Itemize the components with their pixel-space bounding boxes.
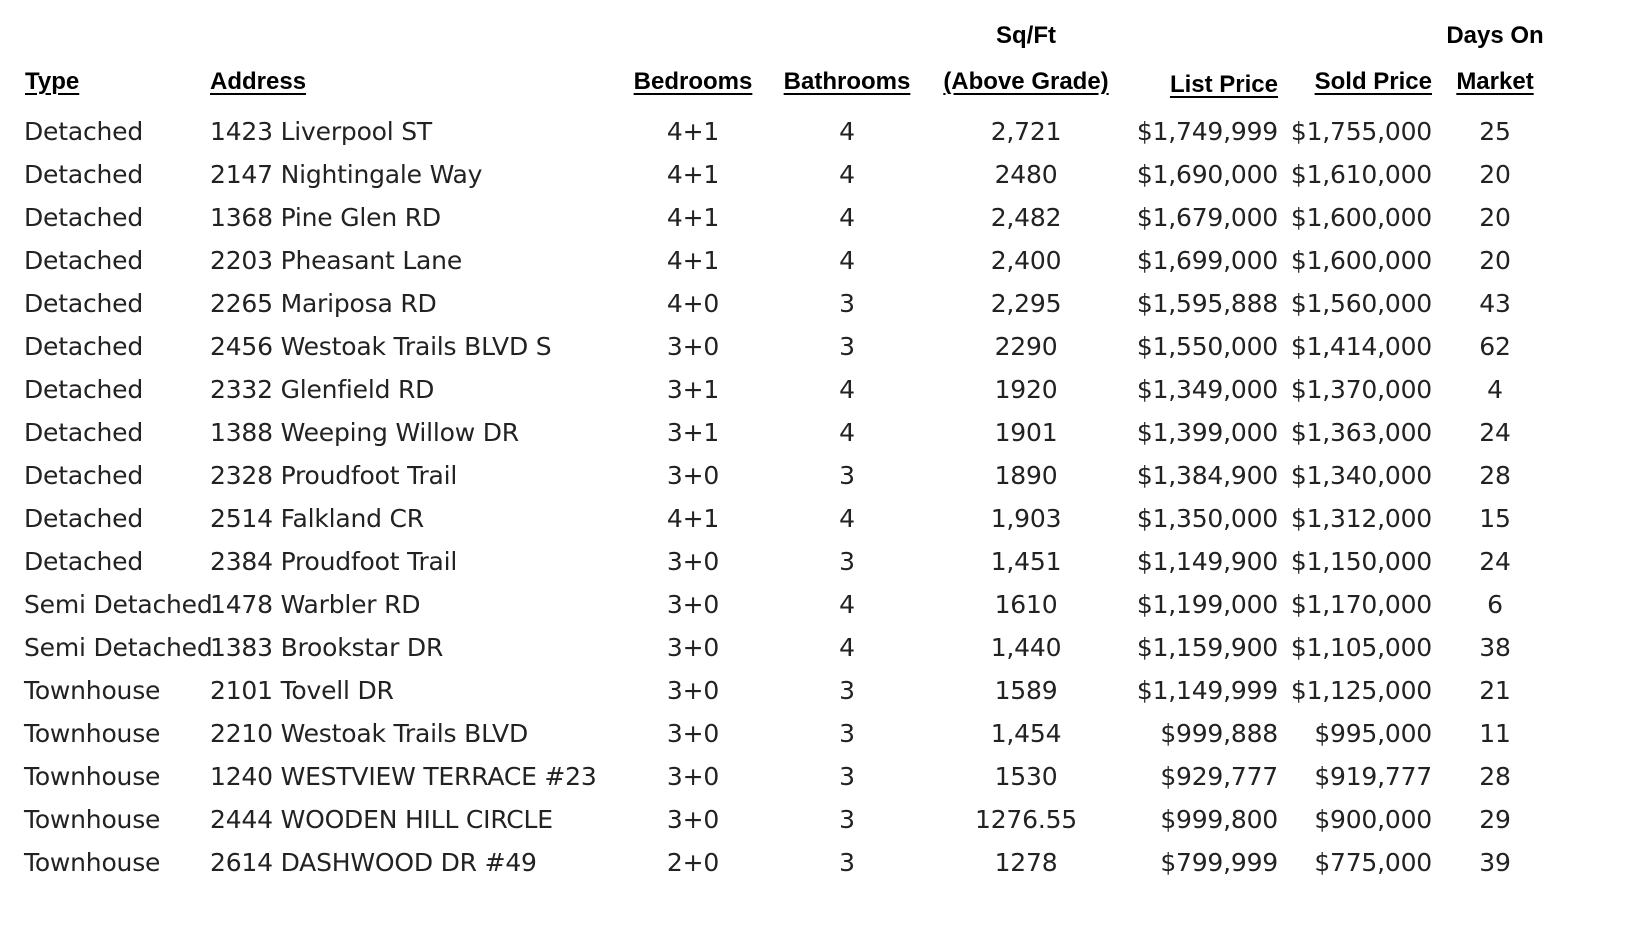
cell-bedrooms: 3+0 bbox=[666, 547, 720, 576]
cell-days-on-market: 15 bbox=[1479, 504, 1511, 533]
cell-bathrooms: 4 bbox=[839, 633, 855, 662]
cell-address: 1478 Warbler RD bbox=[210, 590, 421, 619]
cell-address: 2203 Pheasant Lane bbox=[210, 246, 463, 275]
cell-bathrooms: 4 bbox=[839, 375, 855, 404]
cell-days-on-market: 6 bbox=[1487, 590, 1503, 619]
cell-sqft: 1278 bbox=[994, 848, 1058, 877]
header-type: Type bbox=[25, 68, 80, 95]
cell-address: 1383 Brookstar DR bbox=[210, 633, 444, 662]
cell-address: 2456 Westoak Trails BLVD S bbox=[210, 332, 552, 361]
cell-bathrooms: 3 bbox=[839, 461, 855, 490]
cell-sold-price: $1,755,000 bbox=[1290, 117, 1432, 146]
cell-days-on-market: 21 bbox=[1479, 676, 1511, 705]
cell-days-on-market: 24 bbox=[1479, 418, 1511, 447]
cell-sqft: 1920 bbox=[994, 375, 1058, 404]
cell-bedrooms: 4+0 bbox=[666, 289, 720, 318]
cell-bathrooms: 3 bbox=[839, 719, 855, 748]
cell-sqft: 2,482 bbox=[990, 203, 1062, 232]
cell-type: Detached bbox=[24, 117, 143, 146]
cell-bedrooms: 3+0 bbox=[666, 461, 720, 490]
cell-sold-price: $1,600,000 bbox=[1290, 246, 1432, 275]
cell-days-on-market: 39 bbox=[1479, 848, 1511, 877]
cell-days-on-market: 28 bbox=[1479, 762, 1511, 791]
cell-list-price: $1,679,000 bbox=[1136, 203, 1278, 232]
header-sqft-line2: (Above Grade) bbox=[943, 68, 1109, 95]
cell-sqft: 1,903 bbox=[990, 504, 1062, 533]
cell-days-on-market: 11 bbox=[1479, 719, 1511, 748]
cell-bedrooms: 4+1 bbox=[666, 160, 720, 189]
header-list-price: List Price bbox=[1169, 71, 1278, 98]
header-sqft-line1: Sq/Ft bbox=[996, 22, 1056, 49]
cell-address: 2101 Tovell DR bbox=[210, 676, 394, 705]
cell-sold-price: $1,105,000 bbox=[1290, 633, 1432, 662]
cell-bathrooms: 4 bbox=[839, 117, 855, 146]
cell-sqft: 1589 bbox=[994, 676, 1058, 705]
cell-address: 2328 Proudfoot Trail bbox=[210, 461, 458, 490]
cell-days-on-market: 20 bbox=[1479, 246, 1511, 275]
cell-type: Townhouse bbox=[24, 805, 161, 834]
cell-list-price: $799,999 bbox=[1160, 848, 1278, 877]
cell-address: 2514 Falkland CR bbox=[210, 504, 424, 533]
cell-list-price: $1,149,999 bbox=[1136, 676, 1278, 705]
cell-sold-price: $900,000 bbox=[1314, 805, 1432, 834]
cell-bedrooms: 3+0 bbox=[666, 762, 720, 791]
cell-address: 2147 Nightingale Way bbox=[210, 160, 483, 189]
cell-address: 1423 Liverpool ST bbox=[210, 117, 432, 146]
cell-sold-price: $1,370,000 bbox=[1290, 375, 1432, 404]
cell-bedrooms: 3+0 bbox=[666, 332, 720, 361]
cell-bedrooms: 3+0 bbox=[666, 676, 720, 705]
cell-bedrooms: 4+1 bbox=[666, 246, 720, 275]
cell-days-on-market: 24 bbox=[1479, 547, 1511, 576]
cell-list-price: $1,199,000 bbox=[1136, 590, 1278, 619]
cell-days-on-market: 4 bbox=[1487, 375, 1503, 404]
cell-sold-price: $775,000 bbox=[1314, 848, 1432, 877]
cell-bedrooms: 3+0 bbox=[666, 719, 720, 748]
cell-sold-price: $1,363,000 bbox=[1290, 418, 1432, 447]
cell-type: Detached bbox=[24, 504, 143, 533]
cell-type: Detached bbox=[24, 203, 143, 232]
cell-address: 1368 Pine Glen RD bbox=[210, 203, 441, 232]
cell-type: Detached bbox=[24, 332, 143, 361]
cell-bathrooms: 4 bbox=[839, 246, 855, 275]
header-days-on-line1: Days On bbox=[1446, 22, 1544, 49]
cell-address: 2265 Mariposa RD bbox=[210, 289, 437, 318]
cell-days-on-market: 28 bbox=[1479, 461, 1511, 490]
cell-sold-price: $995,000 bbox=[1314, 719, 1432, 748]
header-days-on-line2: Market bbox=[1456, 68, 1534, 95]
cell-list-price: $1,349,000 bbox=[1136, 375, 1278, 404]
cell-address: 2614 DASHWOOD DR #49 bbox=[210, 848, 537, 877]
cell-sqft: 2290 bbox=[994, 332, 1058, 361]
cell-type: Detached bbox=[24, 246, 143, 275]
cell-days-on-market: 29 bbox=[1479, 805, 1511, 834]
cell-days-on-market: 62 bbox=[1479, 332, 1511, 361]
cell-sqft: 2,295 bbox=[990, 289, 1062, 318]
cell-sqft: 1530 bbox=[994, 762, 1058, 791]
cell-sqft: 1610 bbox=[994, 590, 1058, 619]
cell-address: 2210 Westoak Trails BLVD bbox=[210, 719, 529, 748]
cell-bathrooms: 3 bbox=[839, 848, 855, 877]
cell-type: Townhouse bbox=[24, 762, 161, 791]
cell-type: Townhouse bbox=[24, 848, 161, 877]
cell-type: Detached bbox=[24, 160, 143, 189]
cell-list-price: $999,888 bbox=[1160, 719, 1278, 748]
cell-list-price: $1,149,900 bbox=[1136, 547, 1278, 576]
cell-sold-price: $1,610,000 bbox=[1290, 160, 1432, 189]
cell-address: 2444 WOODEN HILL CIRCLE bbox=[210, 805, 553, 834]
cell-sold-price: $1,312,000 bbox=[1290, 504, 1432, 533]
cell-type: Detached bbox=[24, 418, 143, 447]
cell-type: Semi Detached bbox=[24, 633, 213, 662]
cell-days-on-market: 20 bbox=[1479, 203, 1511, 232]
cell-days-on-market: 25 bbox=[1479, 117, 1511, 146]
cell-sqft: 2480 bbox=[994, 160, 1058, 189]
cell-bathrooms: 4 bbox=[839, 418, 855, 447]
cell-bedrooms: 4+1 bbox=[666, 117, 720, 146]
header-address: Address bbox=[210, 68, 307, 95]
header-bedrooms: Bedrooms bbox=[633, 68, 753, 95]
cell-days-on-market: 20 bbox=[1479, 160, 1511, 189]
cell-list-price: $1,749,999 bbox=[1136, 117, 1278, 146]
cell-bathrooms: 4 bbox=[839, 203, 855, 232]
cell-sold-price: $1,414,000 bbox=[1290, 332, 1432, 361]
cell-bathrooms: 3 bbox=[839, 332, 855, 361]
cell-sqft: 1,454 bbox=[990, 719, 1062, 748]
cell-type: Townhouse bbox=[24, 676, 161, 705]
cell-sqft: 1901 bbox=[994, 418, 1058, 447]
cell-type: Detached bbox=[24, 375, 143, 404]
cell-sqft: 1,440 bbox=[990, 633, 1062, 662]
cell-address: 1240 WESTVIEW TERRACE #23 bbox=[210, 762, 597, 791]
cell-bedrooms: 3+0 bbox=[666, 633, 720, 662]
cell-bathrooms: 3 bbox=[839, 289, 855, 318]
cell-bedrooms: 3+0 bbox=[666, 805, 720, 834]
cell-sold-price: $1,125,000 bbox=[1290, 676, 1432, 705]
cell-days-on-market: 38 bbox=[1479, 633, 1511, 662]
cell-bathrooms: 4 bbox=[839, 590, 855, 619]
cell-sqft: 1276.55 bbox=[975, 805, 1077, 834]
cell-type: Detached bbox=[24, 461, 143, 490]
header-sold-price: Sold Price bbox=[1314, 68, 1432, 95]
cell-type: Townhouse bbox=[24, 719, 161, 748]
cell-sqft: 2,721 bbox=[990, 117, 1062, 146]
cell-list-price: $929,777 bbox=[1160, 762, 1278, 791]
cell-sold-price: $1,170,000 bbox=[1290, 590, 1432, 619]
cell-list-price: $1,690,000 bbox=[1136, 160, 1278, 189]
cell-bedrooms: 3+1 bbox=[666, 375, 720, 404]
cell-address: 2384 Proudfoot Trail bbox=[210, 547, 458, 576]
cell-list-price: $1,350,000 bbox=[1136, 504, 1278, 533]
cell-bathrooms: 4 bbox=[839, 160, 855, 189]
cell-list-price: $1,550,000 bbox=[1136, 332, 1278, 361]
cell-bedrooms: 3+0 bbox=[666, 590, 720, 619]
cell-sqft: 2,400 bbox=[990, 246, 1062, 275]
cell-type: Semi Detached bbox=[24, 590, 213, 619]
cell-sqft: 1890 bbox=[994, 461, 1058, 490]
cell-list-price: $1,159,900 bbox=[1136, 633, 1278, 662]
cell-type: Detached bbox=[24, 547, 143, 576]
cell-sold-price: $1,560,000 bbox=[1290, 289, 1432, 318]
cell-bathrooms: 4 bbox=[839, 504, 855, 533]
cell-bathrooms: 3 bbox=[839, 547, 855, 576]
cell-sold-price: $1,600,000 bbox=[1290, 203, 1432, 232]
cell-list-price: $999,800 bbox=[1160, 805, 1278, 834]
cell-sold-price: $1,340,000 bbox=[1290, 461, 1432, 490]
cell-address: 2332 Glenfield RD bbox=[210, 375, 435, 404]
cell-sold-price: $919,777 bbox=[1314, 762, 1432, 791]
cell-bathrooms: 3 bbox=[839, 676, 855, 705]
cell-days-on-market: 43 bbox=[1479, 289, 1511, 318]
cell-sqft: 1,451 bbox=[990, 547, 1062, 576]
cell-bedrooms: 3+1 bbox=[666, 418, 720, 447]
cell-bedrooms: 4+1 bbox=[666, 504, 720, 533]
cell-list-price: $1,595,888 bbox=[1136, 289, 1278, 318]
cell-address: 1388 Weeping Willow DR bbox=[210, 418, 519, 447]
cell-type: Detached bbox=[24, 289, 143, 318]
cell-sold-price: $1,150,000 bbox=[1290, 547, 1432, 576]
cell-bedrooms: 2+0 bbox=[666, 848, 720, 877]
header-bathrooms: Bathrooms bbox=[783, 68, 911, 95]
cell-list-price: $1,399,000 bbox=[1136, 418, 1278, 447]
cell-list-price: $1,384,900 bbox=[1136, 461, 1278, 490]
cell-bathrooms: 3 bbox=[839, 805, 855, 834]
cell-list-price: $1,699,000 bbox=[1136, 246, 1278, 275]
cell-bathrooms: 3 bbox=[839, 762, 855, 791]
cell-bedrooms: 4+1 bbox=[666, 203, 720, 232]
